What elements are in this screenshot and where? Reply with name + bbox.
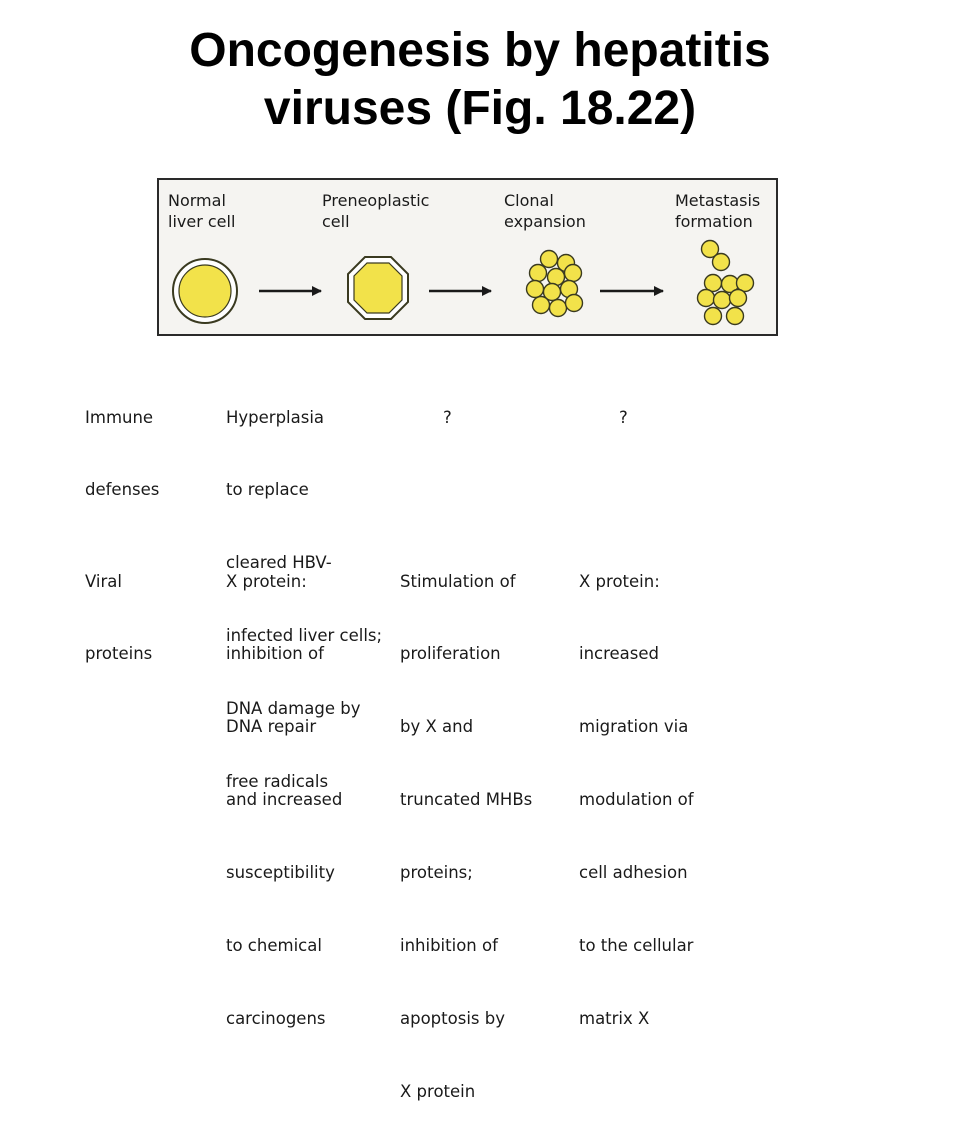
cell-line: X protein:	[226, 571, 307, 591]
small-cell-icon	[714, 292, 731, 309]
cell-line: free radicals	[226, 772, 329, 792]
stage-label-line: Metastasis	[675, 191, 761, 210]
cell-line: to the cellular	[579, 936, 694, 956]
cell-line: by X and	[400, 717, 474, 737]
cell-line: carcinogens	[226, 1008, 326, 1028]
small-cell-icon	[565, 265, 582, 282]
viral-cell-x-protein-dna-repair	[226, 521, 342, 1056]
cell-line: Hyperplasia	[226, 407, 325, 427]
cell-line: to chemical	[226, 936, 322, 956]
small-cell-icon	[727, 308, 744, 325]
cell-line: DNA damage by	[226, 699, 361, 719]
row-label-immune-defenses	[85, 357, 159, 527]
viral-cell-x-protein-migration	[579, 521, 694, 1056]
cell-line: increased	[579, 644, 660, 664]
cell-line: to replace	[226, 480, 309, 500]
cell-line: inhibition of	[226, 644, 324, 664]
small-cell-icon	[730, 290, 747, 307]
small-cell-icon	[533, 297, 550, 314]
metastasis-cells-icon	[698, 241, 754, 325]
cell-line: inhibition of	[400, 936, 498, 956]
small-cell-icon	[705, 308, 722, 325]
small-cell-icon	[527, 281, 544, 298]
stage-label-line: expansion	[504, 212, 586, 231]
cell-line: infected liver cells;	[226, 626, 383, 646]
cell-line: modulation of	[579, 790, 694, 810]
cell-line: truncated MHBs	[400, 790, 533, 810]
stage-label-line: Clonal	[504, 191, 554, 210]
small-cell-icon	[566, 295, 583, 312]
cell-line: apoptosis by	[400, 1008, 505, 1028]
preneoplastic-cell-icon	[348, 257, 408, 319]
cell-line: X protein:	[579, 571, 660, 591]
small-cell-icon	[541, 251, 558, 268]
row-label-line: Viral	[85, 571, 122, 591]
stage-label-line: formation	[675, 212, 753, 231]
cell-line: ?	[619, 407, 628, 427]
stage-label-line: Preneoplastic	[322, 191, 430, 210]
slide-title-line-1: Oncogenesis by hepatitis	[189, 24, 771, 77]
cell-line: proteins;	[400, 863, 473, 883]
slide-title-line-2: viruses (Fig. 18.22)	[263, 82, 697, 135]
cell-line: matrix X	[579, 1008, 650, 1028]
immune-cell-unknown-metastasis	[619, 357, 630, 454]
row-label-line: defenses	[85, 480, 160, 500]
cell-line: migration via	[579, 717, 689, 737]
normal-liver-cell-icon	[173, 259, 237, 323]
small-cell-icon	[548, 269, 565, 286]
small-cell-icon	[698, 290, 715, 307]
cell-line: Stimulation of	[400, 571, 516, 591]
stage-label-line: Normal	[168, 191, 226, 210]
viral-cell-stimulation-of-proliferation	[400, 521, 532, 1128]
row-label-line: proteins	[85, 644, 153, 664]
row-label-viral-proteins	[85, 521, 152, 691]
cell-line: DNA repair	[226, 717, 317, 737]
cell-line: susceptibility	[226, 863, 335, 883]
stage-label-line: liver cell	[168, 212, 236, 231]
cell-line: X protein	[400, 1081, 476, 1101]
cell-line: and increased	[226, 790, 343, 810]
row-label-line: Immune	[85, 407, 154, 427]
small-cell-icon	[530, 265, 547, 282]
small-cell-icon	[550, 300, 567, 317]
stage-label-line: cell	[322, 212, 350, 231]
clonal-expansion-cells-icon	[527, 251, 583, 317]
immune-cell-unknown-clonal	[443, 357, 454, 454]
small-cell-icon	[713, 254, 730, 271]
cell-line: ?	[443, 407, 452, 427]
cell-line: proliferation	[400, 644, 501, 664]
cell-line: cleared HBV-	[226, 553, 332, 573]
cell-line: cell adhesion	[579, 863, 688, 883]
